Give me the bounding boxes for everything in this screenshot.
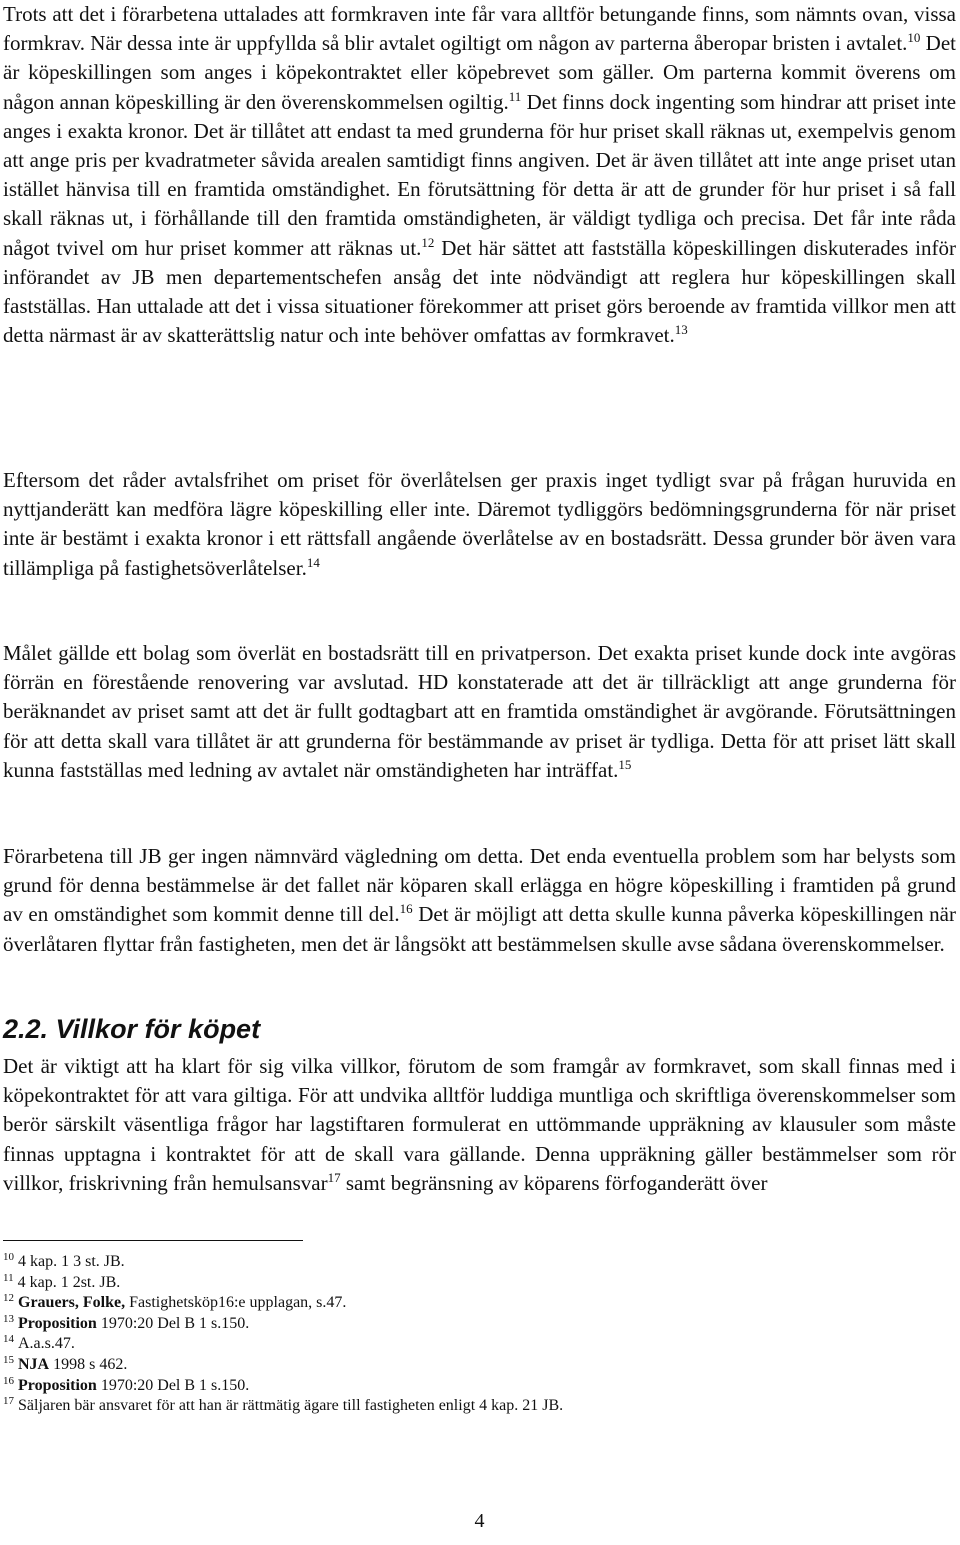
body-paragraph-3	[3, 639, 956, 785]
footnote	[3, 1334, 956, 1355]
body-paragraph-2	[3, 466, 956, 583]
footnote-number: 14	[3, 1333, 14, 1346]
footnote-ref: 11	[508, 88, 522, 104]
footnote-source: Grauers, Folke,	[18, 1294, 126, 1312]
footnote-text: 1998 s 462.	[49, 1355, 128, 1373]
footnote-source: NJA	[18, 1355, 50, 1373]
section-heading: 2.2. Villkor för köpet	[3, 1014, 261, 1044]
footnote-ref: 14	[306, 554, 320, 570]
footnote	[3, 1314, 956, 1335]
footnotes	[3, 1252, 956, 1417]
footnote-text: 4 kap. 1 2st. JB.	[17, 1273, 121, 1291]
footnote-ref: 16	[399, 901, 413, 917]
paragraph-text: Det är viktigt att ha klart för sig vilka villkor, förutom de som framgår av formkravet, som skall finnas med i köpekontraktet för att vara giltiga. För att undvika alltför luddiga muntliga och skriftliga överenskommelser som berör särskilt väsentliga frågor har lagstiftaren formulerat en uttömmande uppräkning av klausuler som måste finnas upptagna i kontraktet för att de skall vara gällande. Denna uppräkning gäller bestämmelser som rör villkor, friskrivning från hemulsansvar	[3, 1054, 956, 1195]
footnote-number: 10	[3, 1251, 14, 1263]
paragraph-text: Målet gällde ett bolag som överlät en bostadsrätt till en privatperson. Det exakta priset kunde dock inte avgöras förrän en förestående renovering var avslutad. HD konstaterade att det är tillräckligt att ange grunderna för beräknandet av priset samt att det är fullt godtagbart att en framtida omständighet är avgörande. Förutsättningen för att detta skall vara tillåtet är att grunderna för bestämmande av priset är tydliga. Detta för att priset lätt skall kunna fastställas med ledning av avtalet när omständigheten har inträffat.	[3, 641, 956, 782]
footnote-ref: 10	[907, 30, 921, 46]
footnote-number: 16	[3, 1374, 14, 1387]
footnote	[3, 1252, 956, 1273]
footnote-text: 1970:20 Del B 1 s.150.	[96, 1314, 250, 1332]
body-paragraph-5	[3, 1052, 956, 1198]
footnote-ref: 13	[674, 322, 688, 338]
footnote-number: 13	[3, 1312, 14, 1325]
footnote	[3, 1396, 956, 1417]
paragraph-text: samt begränsning av köparens förfoganderätt över	[340, 1170, 768, 1195]
footnote-text: Säljaren bär ansvaret för att han är rättmätig ägare till fastigheten enligt 4 kap. 21 JB.	[18, 1397, 564, 1415]
footnote	[3, 1273, 956, 1294]
footnote-text: 4 kap. 1 3 st. JB.	[18, 1253, 125, 1270]
footnote-ref: 15	[618, 756, 632, 772]
footnote-text: A.a.s.47.	[18, 1335, 75, 1353]
paragraph-text: Förarbetena till JB ger ingen nämnvärd vägledning om detta. Det enda eventuella problem som har belysts som grund för denna bestämmelse är det fallet när köparen skall erlägga en högre köpeskilling i framtiden på grund av en omständighet som kommit denne till del.	[3, 844, 956, 927]
paragraph-text: Det är möjligt att detta skulle kunna påverka köpeskillingen när överlåtaren flyttar från fastigheten, men det är långsökt att bestämmelsen skulle avse sådana överenskommelser.	[3, 902, 956, 956]
footnote-ref: 12	[421, 234, 435, 250]
paragraph-text: Det är köpeskillingen som anges i köpekontraktet eller köpebrevet som gäller. Om parterna kommit överens om någon annan köpeskilling är den överenskommelsen ogiltig.	[3, 31, 957, 114]
footnote-number: 12	[3, 1292, 14, 1305]
footnote-ref: 17	[327, 1169, 341, 1185]
footnote-number: 17	[3, 1395, 14, 1408]
footnote-source: Proposition	[18, 1376, 97, 1394]
footnote	[3, 1376, 956, 1397]
page-number: 4	[474, 1510, 485, 1532]
paragraph-text: Eftersom det råder avtalsfrihet om priset för överlåtelsen ger praxis inget tydligt svar på frågan huruvida en nyttjanderätt kan medföra lägre köpeskilling eller inte. Däremot tydliggörs bedömningsgrunderna för när priset inte är bestämt i exakta kronor i ett rättsfall angående överlåtelse av en bostadsrätt. Dessa grunder bör även vara tillämpliga på fastighetsöverlåtelser.	[3, 468, 956, 580]
body-paragraph-1	[3, 0, 956, 350]
footnote-number: 15	[3, 1353, 14, 1366]
footnote-number: 11	[3, 1271, 14, 1284]
paragraph-text: Trots att det i förarbetena uttalades att formkraven inte får vara alltför betungande finns, som nämnts ovan, vissa formkrav. När dessa inte är uppfyllda så blir avtalet ogiltigt om någon av parterna åberopar bristen i avtalet.	[3, 2, 956, 56]
footnote-divider	[3, 1240, 303, 1241]
footnote	[3, 1293, 956, 1314]
footnote-source: Proposition	[18, 1314, 97, 1332]
footnote	[3, 1355, 956, 1376]
footnote-text: 1970:20 Del B 1 s.150.	[96, 1376, 250, 1394]
paragraph-text: Det finns dock ingenting som hindrar att priset inte anges i exakta kronor. Det är tillåtet att endast ta med grunderna för hur priset skall räknas ut, exempelvis genom att ange pris per kvadratmeter såvida arealen samtidigt finns angiven. Det är även tillåtet att inte ange priset utan istället hänvisa till en framtida omständighet. En förutsättning för detta är att de grunder för hur priset i så fall skall räknas ut, i förhållande till den framtida omständigheten, är väldigt tydliga och precisa. Det får inte råda något tvivel om hur priset kommer att räknas ut.	[3, 89, 957, 260]
paragraph-text: Det här sättet att fastställa köpeskillingen diskuterades inför införandet av JB men departementschefen ansåg det inte nödvändigt att reglera hur köpeskillingen skall fastställas. Han uttalade att det i vissa situationer förekommer att priset görs beroende av framtida villkor men att detta närmast är av skatterättslig natur och inte behöver omfattas av formkravet.	[3, 235, 956, 348]
body-paragraph-4	[3, 842, 956, 959]
footnote-text: Fastighetsköp16:e upplagan, s.47.	[125, 1294, 347, 1312]
